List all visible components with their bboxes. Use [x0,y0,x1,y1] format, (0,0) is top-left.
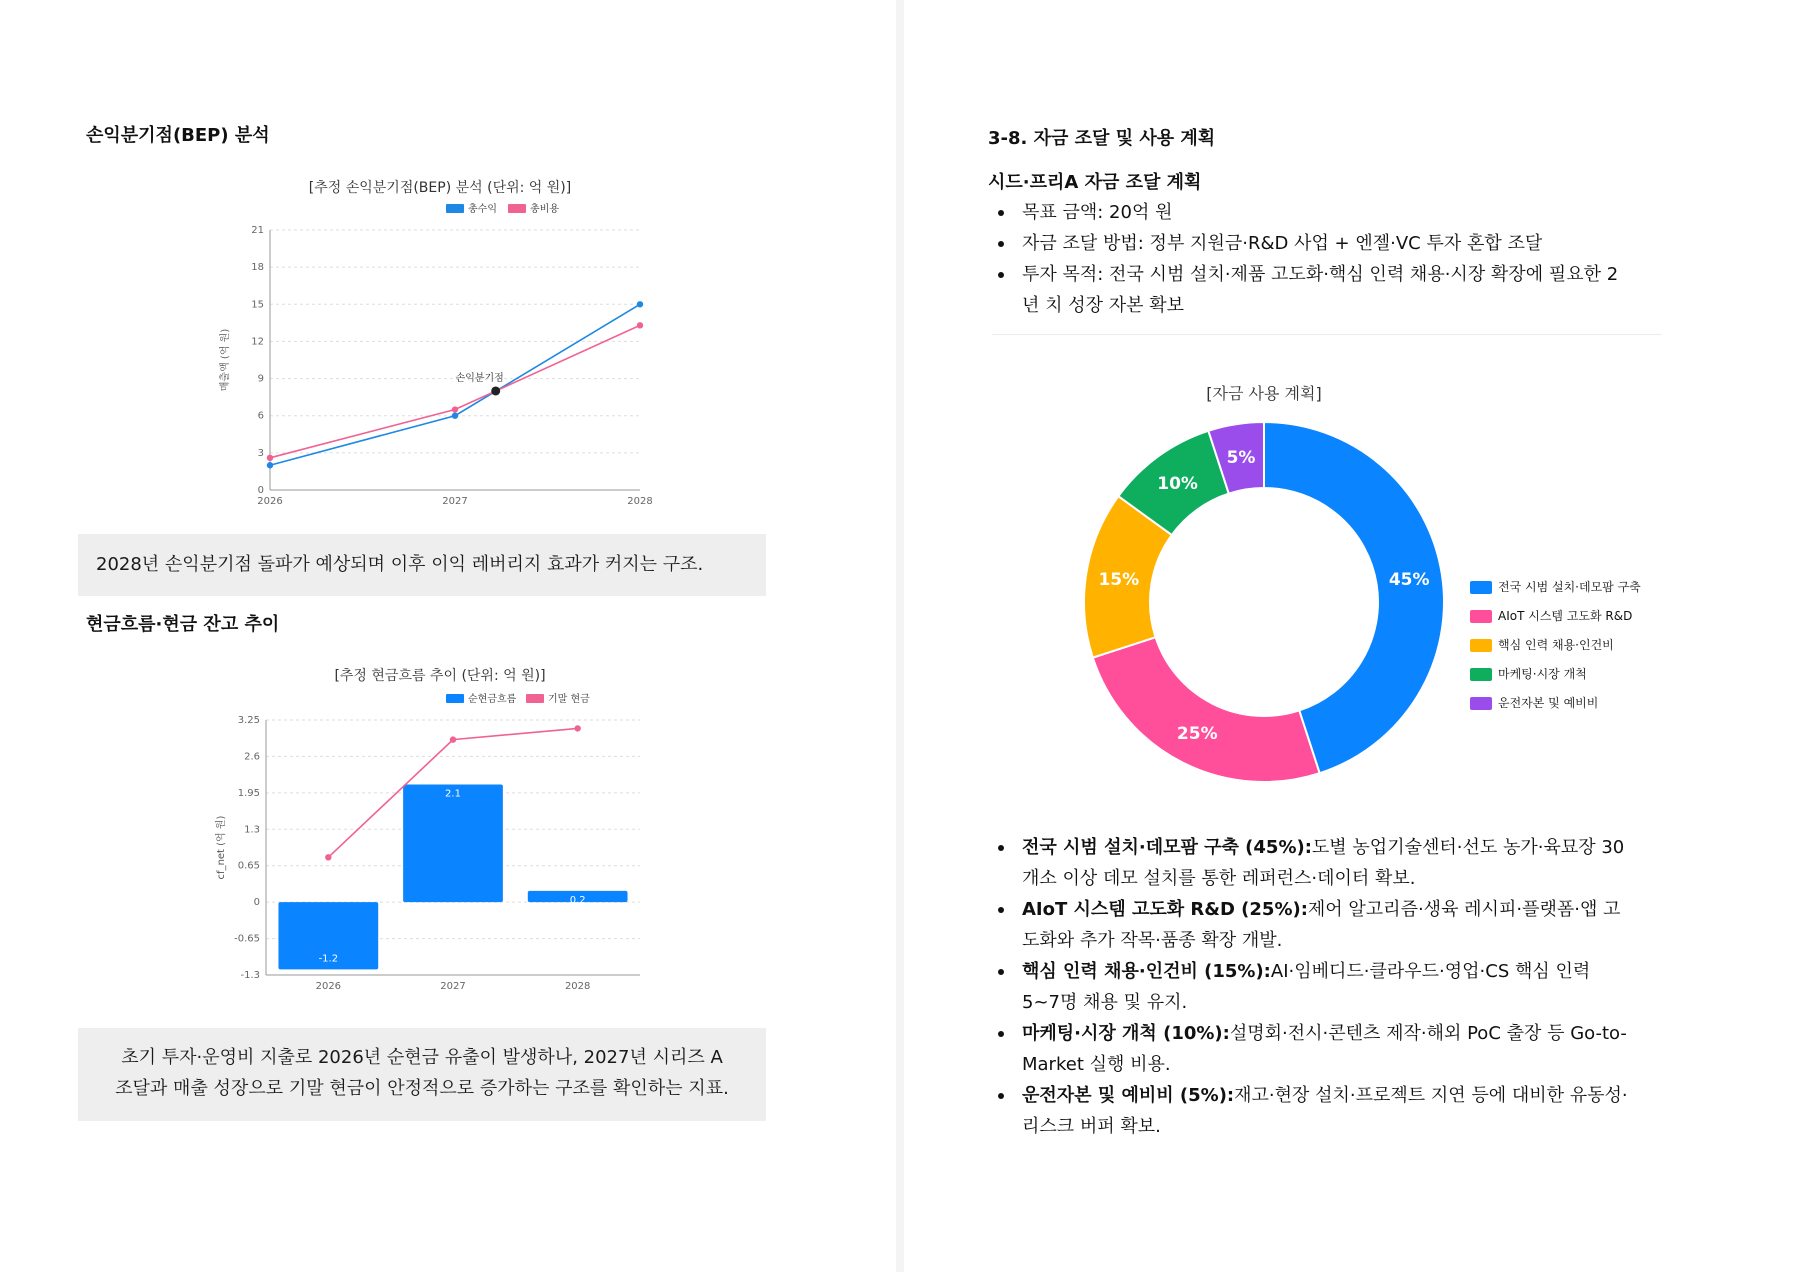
legend-label: 핵심 인력 채용·인건비 [1498,638,1614,652]
right-page [904,0,1800,1272]
cashflow-note-line2: 조달과 매출 성장으로 기말 현금이 안정적으로 증가하는 구조를 확인하는 지표. [115,1078,729,1099]
y-tick-label: 6 [257,410,264,422]
legend-swatch [446,204,464,213]
use-item [990,832,1630,894]
y-tick-label: 12 [251,336,264,348]
cashflow-note [78,1028,766,1121]
use-item-text: 제어 알고리즘·생육 레시피·플랫폼·앱 고도화와 추가 작목·품종 확장 개발. [1022,899,1621,951]
legend-swatch [526,694,544,703]
chart-title: [자금 사용 계획] [1206,384,1322,403]
use-item-title: 마케팅·시장 개척 (10%): [1022,1023,1230,1044]
x-tick-label: 2026 [257,496,283,507]
y-tick-label: -0.65 [234,933,260,945]
slice-percent-label: 15% [1098,570,1140,591]
legend-label: 전국 시범 설치·데모팜 구축 [1498,580,1641,594]
bep-point [491,386,500,395]
use-item [990,1080,1630,1142]
slice-percent-label: 10% [1157,474,1198,495]
bep-annotation: 손익분기점 [455,372,504,384]
y-tick-label: -1.3 [240,970,260,981]
bar [403,784,503,902]
legend-swatch [1470,668,1492,681]
y-axis-label: 매출액 (억 원) [220,328,231,392]
data-point [452,406,458,412]
cashflow-note-line1: 초기 투자·운영비 지출로 2026년 순현금 유출이 발생하나, 2027년 시리즈 A [121,1047,723,1068]
use-item-text: 도별 농업기술센터·선도 농가·육묘장 30개소 이상 데모 설치를 통한 레퍼런스·데이터 확보. [1022,837,1625,889]
left-page [0,0,896,1272]
donut-slice [1093,637,1320,782]
legend-swatch [1470,697,1492,710]
plan-item: 자금 조달 방법: 정부 지원금·R&D 사업 + 엔젤·VC 투자 혼합 조달 [990,228,1630,259]
legend-swatch [1470,581,1492,594]
slice-percent-label: 45% [1388,570,1430,591]
divider [992,334,1662,335]
use-item [990,1018,1630,1080]
legend-swatch [1470,610,1492,623]
series-line [270,304,640,465]
y-tick-label: 1.95 [237,787,260,799]
section-title: 3-8. 자금 조달 및 사용 계획 [988,128,1216,149]
chart-title: [추정 손익분기점(BEP) 분석 (단위: 억 원)] [308,180,572,196]
y-tick-label: 2.6 [244,751,260,763]
use-item-text: 재고·현장 설치·프로젝트 지연 등에 대비한 유동성·리스크 버퍼 확보. [1022,1085,1628,1137]
plan-item: 목표 금액: 20억 원 [990,197,1630,228]
bep-note-text: 2028년 손익분기점 돌파가 예상되며 이후 이익 레버리지 효과가 커지는 구조. [96,554,704,575]
legend-item [1470,609,1648,623]
data-point [637,301,643,307]
x-tick-label: 2027 [442,496,468,507]
data-point [325,854,331,860]
use-item [990,894,1630,956]
funding-plan-list [990,197,1630,321]
legend-item [1470,667,1648,681]
fund-use-list [990,832,1630,1142]
legend-label: 기말 현금 [548,694,590,705]
fund-use-donut-chart [904,370,1800,790]
legend-item [1470,580,1648,594]
slice-percent-label: 25% [1176,723,1218,744]
y-tick-label: 0.65 [237,860,260,872]
legend-item [1470,696,1648,710]
bep-note [78,534,766,596]
y-tick-label: 3.25 [237,715,260,726]
data-point [450,736,456,742]
y-tick-label: 0 [257,485,264,496]
cashflow-heading: 현금흐름·현금 잔고 추이 [86,614,280,635]
legend-label: AIoT 시스템 고도화 R&D [1498,609,1633,623]
plan-item: 투자 목적: 전국 시범 설치·제품 고도화·핵심 인력 채용·시장 확장에 필요한 2년 치 성장 자본 확보 [990,259,1630,321]
legend-swatch [446,694,464,703]
y-tick-label: 21 [251,225,264,236]
legend-swatch [1470,639,1492,652]
legend-label: 순현금흐름 [468,694,517,705]
chart-title: [추정 현금흐름 추이 (단위: 억 원)] [334,668,546,684]
bep-line-chart [0,170,896,570]
legend-item [1470,638,1648,652]
y-tick-label: 18 [251,262,264,274]
y-tick-label: 15 [251,299,264,311]
data-point [267,455,273,461]
data-point [574,725,580,731]
legend-label: 총비용 [530,204,559,215]
legend-label: 총수익 [468,204,497,215]
bar-value-label: -1.2 [318,953,339,965]
use-item-title: AIoT 시스템 고도화 R&D (25%): [1022,899,1308,920]
legend-swatch [508,204,526,213]
donut-legend [1470,580,1648,725]
use-item-title: 전국 시범 설치·데모팜 구축 (45%): [1022,837,1312,858]
y-tick-label: 3 [257,447,264,459]
use-item [990,956,1630,1018]
y-axis-label: cf_net (억 원) [216,815,227,880]
use-item-title: 운전자본 및 예비비 (5%): [1022,1085,1235,1106]
cashflow-bar-chart [0,660,896,1000]
sub-title: 시드·프리A 자금 조달 계획 [988,172,1202,193]
legend-label: 마케팅·시장 개척 [1498,667,1587,681]
data-point [267,462,273,468]
x-tick-label: 2028 [627,496,653,507]
use-item-text: 설명회·전시·콘텐츠 제작·해외 PoC 출장 등 Go-to-Market 실행 비용. [1022,1023,1627,1075]
y-tick-label: 0 [253,897,260,909]
bep-heading: 손익분기점(BEP) 분석 [86,125,270,146]
slice-percent-label: 5% [1226,447,1256,468]
bar-value-label: 0.2 [569,894,586,906]
bar-value-label: 2.1 [445,788,461,800]
use-item-title: 핵심 인력 채용·인건비 (15%): [1022,961,1271,982]
use-item-text: AI·임베디드·클라우드·영업·CS 핵심 인력 5~7명 채용 및 유지. [1022,961,1591,1013]
x-tick-label: 2028 [564,981,591,992]
data-point [452,413,458,419]
x-tick-label: 2027 [440,981,466,992]
legend-label: 운전자본 및 예비비 [1498,696,1599,710]
y-tick-label: 9 [257,373,264,385]
data-point [637,322,643,328]
series-line [270,325,640,457]
y-tick-label: 1.3 [244,824,260,836]
x-tick-label: 2026 [315,981,342,992]
